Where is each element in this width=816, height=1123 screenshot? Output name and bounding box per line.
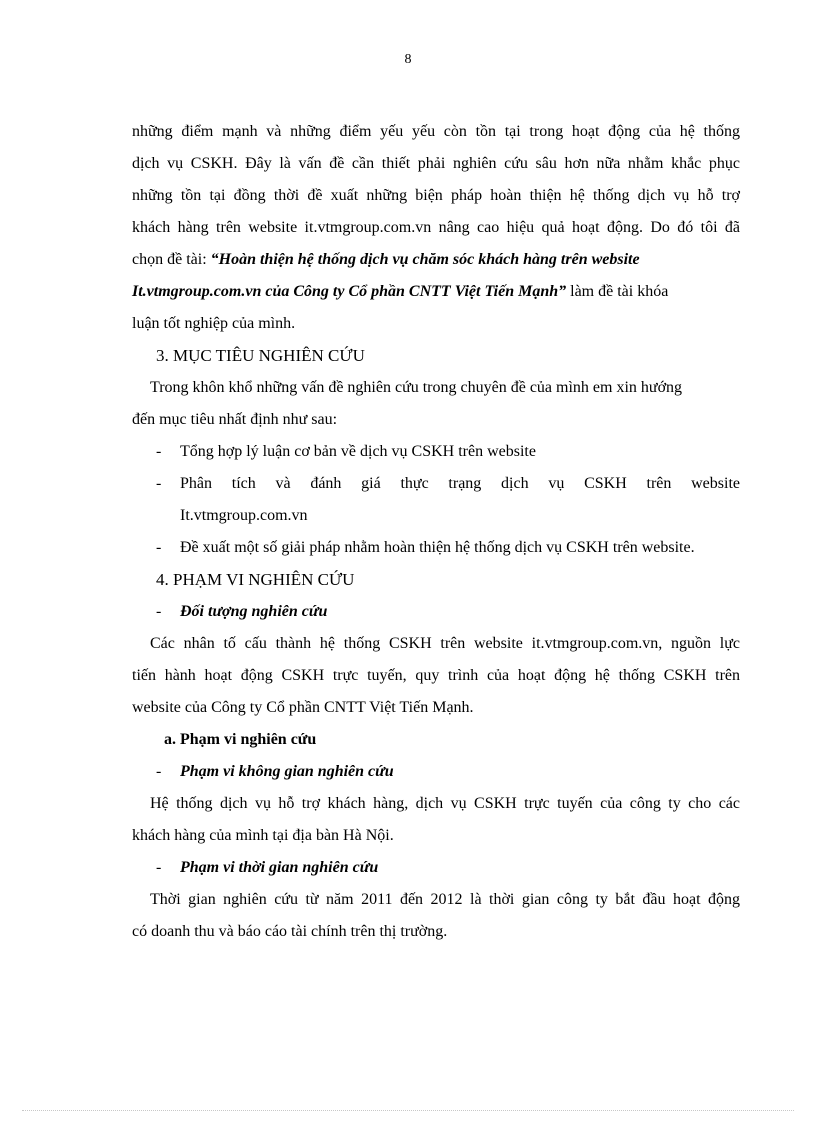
bullet-dash: - [156, 763, 162, 780]
intro-line-2: dịch vụ CSKH. Đây là vấn đề cần thiết phải nghiên cứu sâu hơn nữa nhằm khắc phục [132, 155, 740, 172]
section-3-heading: 3. MỤC TIÊU NGHIÊN CỨU [156, 346, 365, 365]
bullet-dash: - [156, 603, 162, 620]
section-3-para-line-1: Trong khôn khổ những vấn đề nghiên cứu trong chuyên đề của mình em xin hướng [150, 379, 683, 396]
time-scope-line-1: Thời gian nghiên cứu từ năm 2011 đến 2012 là thời gian công ty bắt đầu hoạt động [150, 891, 740, 908]
intro-line-7: luận tốt nghiệp của mình. [132, 315, 296, 332]
thesis-title-part-2: It.vtmgroup.com.vn của Công ty Cổ phần CNTT Việt Tiến Mạnh” [132, 283, 567, 300]
page-number: 8 [404, 52, 412, 67]
section-4-heading: 4. PHẠM VI NGHIÊN CỨU [156, 570, 355, 589]
bullet-item-2: Phân tích và đánh giá thực trạng dịch vụ CSKH trên website [180, 475, 740, 492]
research-object-line-3: website của Công ty Cổ phần CNTT Việt Tiến Mạnh. [132, 699, 474, 716]
research-object-line-2: tiến hành hoạt động CSKH trực tuyến, quy trình của hoạt động hệ thống CSKH trên [132, 667, 740, 684]
bullet-dash: - [156, 443, 162, 460]
time-scope-line-2: có doanh thu và báo cáo tài chính trên thị trường. [132, 923, 448, 940]
intro-line-1: những điểm mạnh và những điểm yếu yếu còn tồn tại trong hoạt động của hệ thống [132, 123, 740, 140]
bullet-item-2-continued: It.vtmgroup.com.vn [180, 507, 308, 524]
thesis-title-part-1: “Hoàn thiện hệ thống dịch vụ chăm sóc khách hàng trên website [210, 251, 640, 268]
research-object-label: Đối tượng nghiên cứu [180, 603, 328, 620]
bullet-dash: - [156, 475, 162, 492]
bullet-dash: - [156, 859, 162, 876]
spatial-scope-line-2: khách hàng của mình tại địa bàn Hà Nội. [132, 827, 394, 844]
intro-line-4: khách hàng trên website it.vtmgroup.com.vn nâng cao hiệu quả hoạt động. Do đó tôi đã [132, 219, 740, 236]
bullet-item-1: Tổng hợp lý luận cơ bản về dịch vụ CSKH trên website [180, 443, 536, 460]
intro-line-5 [132, 250, 740, 270]
intro-line-6 [132, 282, 740, 302]
bullet-dash: - [156, 539, 162, 556]
spatial-scope-label: Phạm vi không gian nghiên cứu [180, 763, 394, 780]
intro-line-5-prefix: chọn đề tài: [132, 251, 211, 268]
intro-line-3: những tồn tại đồng thời đề xuất những biện pháp hoàn thiện hệ thống dịch vụ hỗ trợ [132, 187, 740, 204]
research-object-line-1: Các nhân tố cấu thành hệ thống CSKH trên website it.vtmgroup.com.vn, nguồn lực [150, 635, 740, 652]
intro-line-6-suffix: làm đề tài khóa [566, 283, 669, 300]
time-scope-label: Phạm vi thời gian nghiên cứu [180, 859, 379, 876]
spatial-scope-line-1: Hệ thống dịch vụ hỗ trợ khách hàng, dịch vụ CSKH trực tuyến của công ty cho các [150, 795, 740, 812]
bullet-item-3: Đề xuất một số giải pháp nhằm hoàn thiện hệ thống dịch vụ CSKH trên website. [180, 539, 695, 556]
page-bottom-divider [22, 1110, 794, 1111]
scope-heading: a. Phạm vi nghiên cứu [164, 731, 317, 748]
section-3-para-line-2: đến mục tiêu nhất định như sau: [132, 411, 338, 428]
